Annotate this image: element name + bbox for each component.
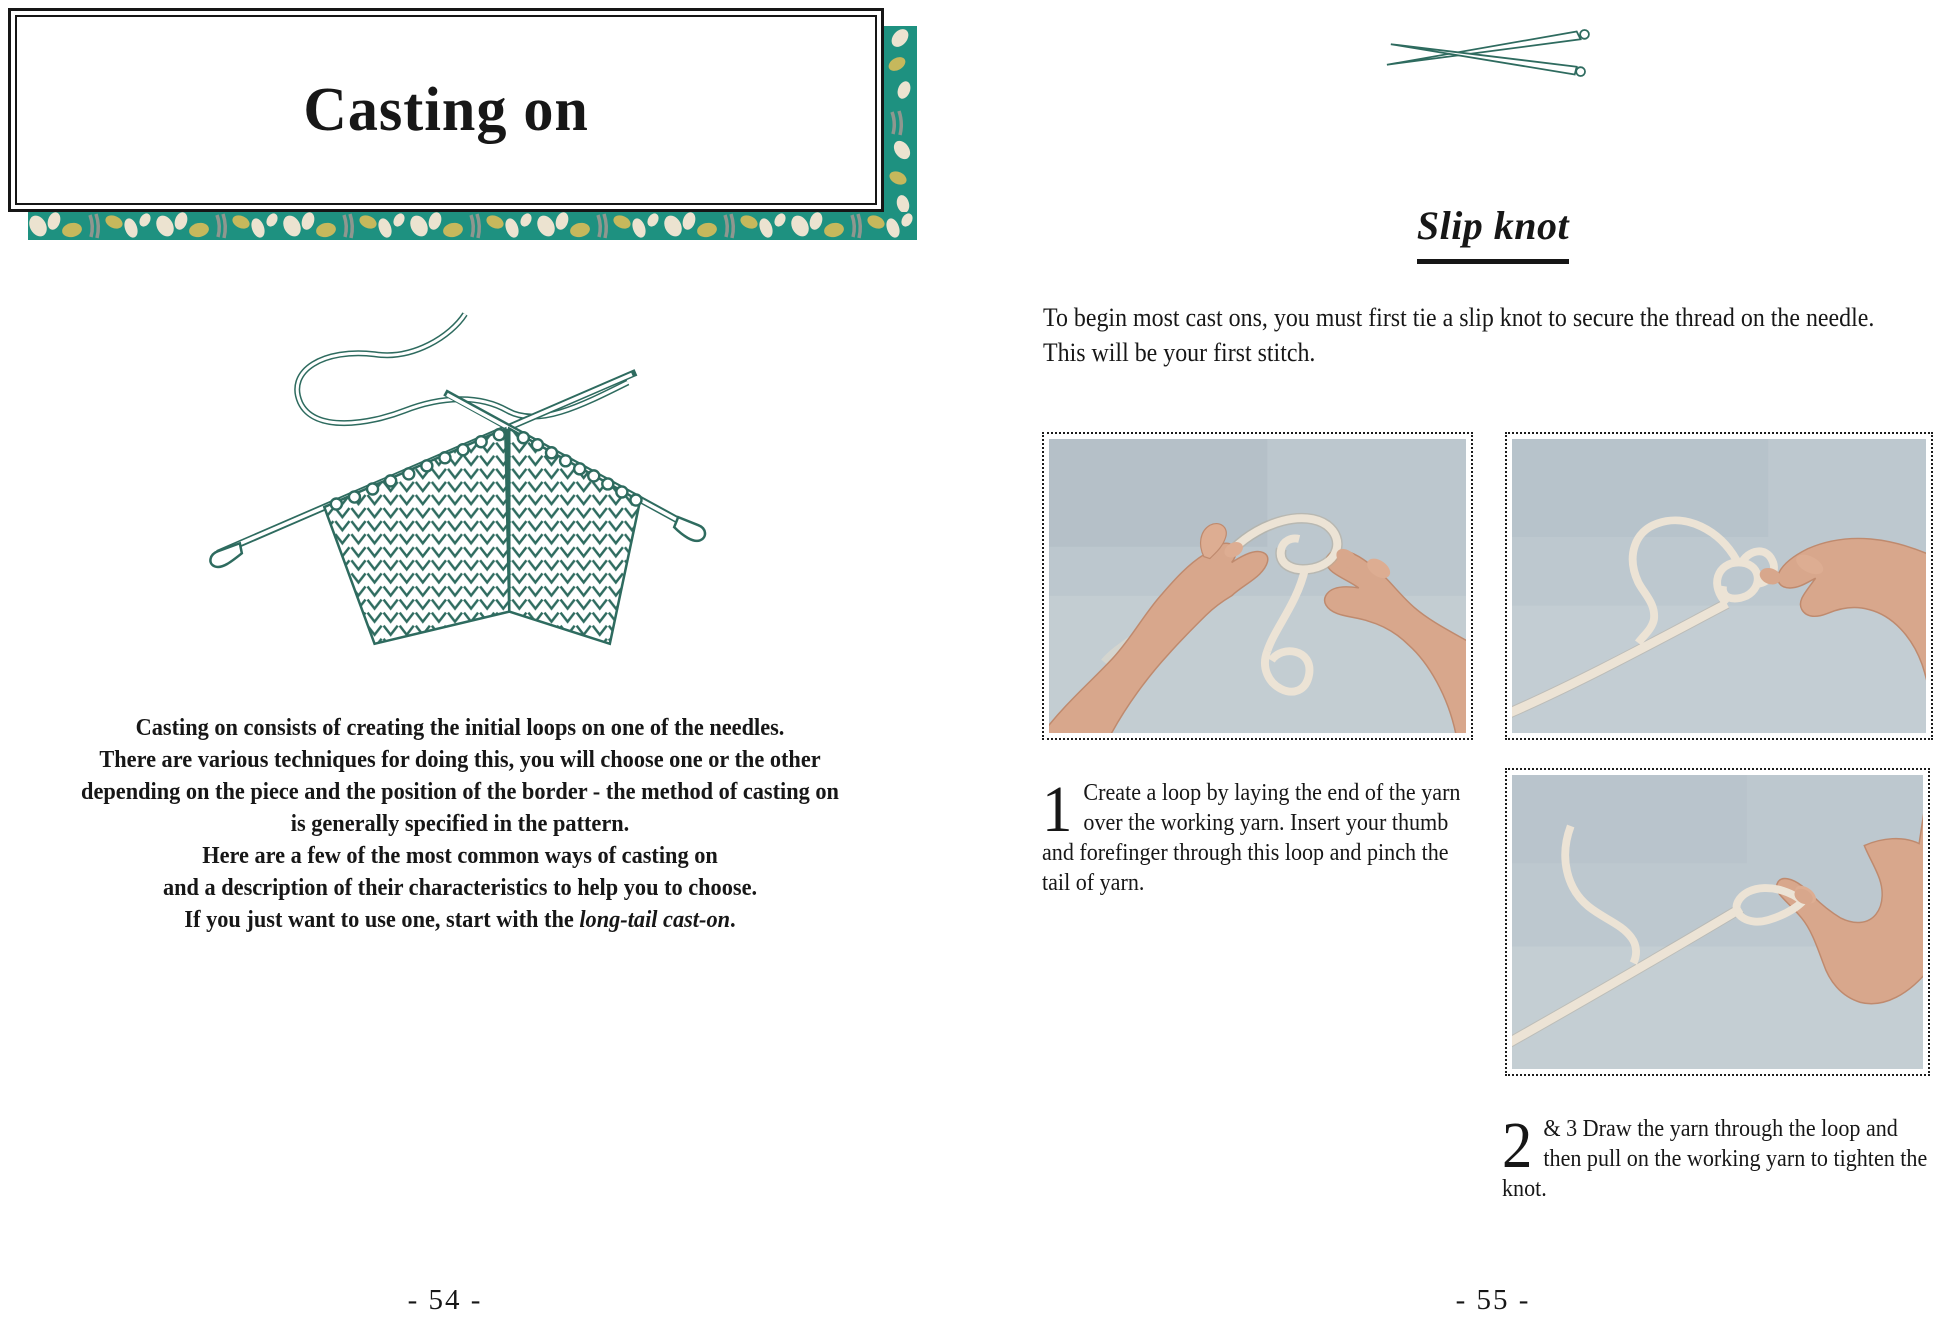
chapter-title-box xyxy=(8,8,884,212)
section-heading-text: Slip knot xyxy=(1416,203,1570,248)
body-line: and a description of their characteristics to help you to choose. xyxy=(162,875,758,901)
knitted-swatch-illustration xyxy=(203,310,711,682)
body-line: There are various techniques for doing this, you will choose one or the other xyxy=(99,747,821,773)
chapter-title-inner-frame xyxy=(15,15,877,205)
body-line-last: If you just want to use one, start with the long-tail cast-on. xyxy=(184,907,736,933)
step-1-text: Create a loop by laying the end of the yarn over the working yarn. Insert your thumb and forefinger through this loop and pinch the tail of yarn. xyxy=(1042,780,1461,896)
floral-border-right-strip xyxy=(884,26,917,240)
page-number-left: - 54 - xyxy=(407,1284,483,1316)
photo-hands-forming-loop xyxy=(1049,439,1466,733)
photo-hand-pinching-knot xyxy=(1512,439,1926,733)
body-line: Casting on consists of creating the initial loops on one of the needles. xyxy=(135,715,785,741)
section-heading-slip-knot xyxy=(1043,202,1943,264)
body-line: depending on the piece and the position of the border - the method of casting on xyxy=(81,779,839,805)
chapter-title: Casting on xyxy=(303,75,589,144)
step-2-text: & 3 Draw the yarn through the loop and then pull on the working yarn to tighten the knot. xyxy=(1502,1116,1928,1202)
crossed-needles-illustration xyxy=(1383,20,1608,86)
intro-line: This will be your first stitch. xyxy=(1043,338,1316,367)
floral-border-bottom-strip xyxy=(28,212,917,240)
step-photo-2 xyxy=(1505,432,1933,740)
step-1-instructions xyxy=(1042,773,1474,898)
step-2-number: 2 xyxy=(1502,1109,1533,1182)
photo-hand-tightening-knot xyxy=(1512,775,1923,1069)
chapter-intro-paragraph xyxy=(46,712,874,936)
section-intro xyxy=(1043,300,1943,370)
page-number-right: - 55 - xyxy=(1455,1284,1531,1316)
intro-line: To begin most cast ons, you must first tie a slip knot to secure the thread on the needle. xyxy=(1043,303,1875,332)
step-photo-1 xyxy=(1042,432,1473,740)
heading-underline xyxy=(1417,259,1569,264)
step-photo-3 xyxy=(1505,768,1930,1076)
step-1-number: 1 xyxy=(1042,773,1073,846)
body-line: is generally specified in the pattern. xyxy=(290,811,630,837)
step-2-instructions xyxy=(1502,1109,1934,1204)
body-line: Here are a few of the most common ways of casting on xyxy=(202,843,718,869)
